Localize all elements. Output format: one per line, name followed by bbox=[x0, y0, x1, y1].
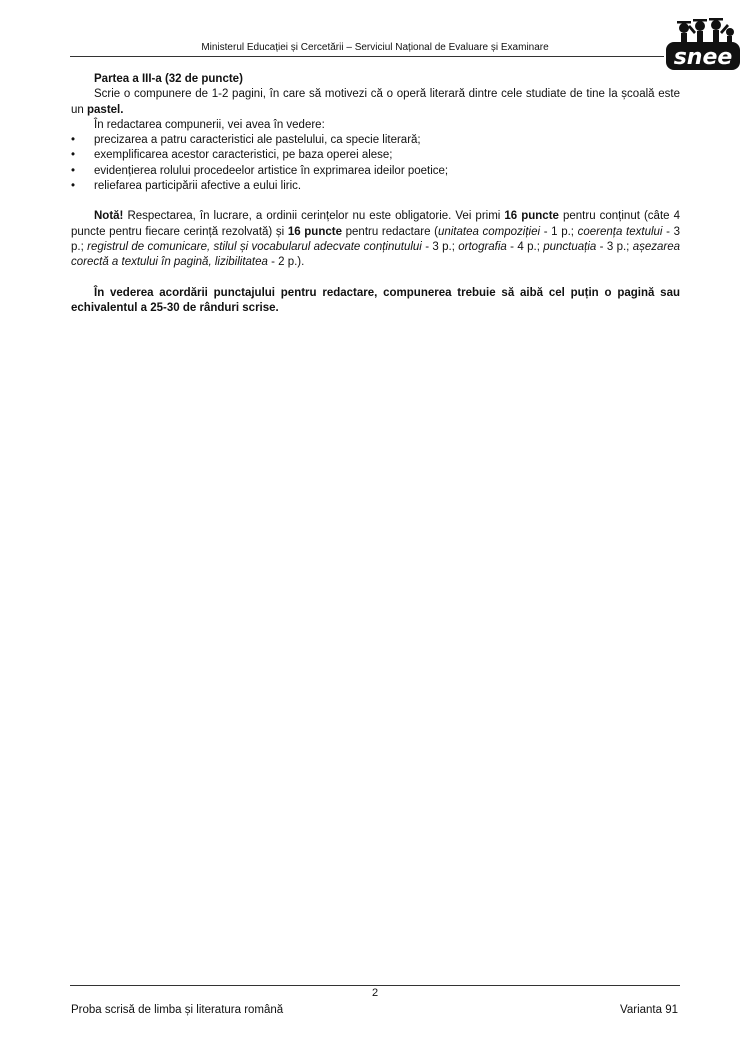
list-item: • exemplificarea acestor caracteristici, pe baza operei alese; bbox=[71, 149, 393, 162]
header-title: Ministerul Educației și Cercetării – Serviciul Național de Evaluare și Examinare bbox=[201, 42, 549, 53]
criteria-list bbox=[71, 133, 680, 194]
requirement-paragraph: În vederea acordării punctajului pentru redactare, compunerea trebuie să aibă cel puțin o pagină sau echivalentul a 25-30 de rânduri scrise. bbox=[71, 286, 680, 314]
list-item: • precizarea a patru caracteristici ale pastelului, ca specie literară; bbox=[71, 134, 421, 147]
footer-exam-title: Proba scrisă de limba și literatura română bbox=[71, 1004, 284, 1016]
snee-logo-graphic bbox=[664, 14, 742, 72]
exam-content bbox=[71, 72, 680, 316]
logo-text: snee bbox=[673, 45, 733, 70]
note-paragraph: Notă! Respectarea, în lucrare, a ordinii cerințelor nu este obligatorie. Vei primi 16 puncte pentru conținut (câte 4 puncte pentru fiecare cerință rezolvată) și 16 puncte pentru redactare (unitatea compoziției - 1 p.; coerența textului - 3 p.; registrul de comunicare, stilul și vocabularul adecvate conținutului - 3 p.; ortografia - 4 p.; punctuația - 3 p.; așezarea corectă a textului în pagină, lizibilitatea - 2 p.). bbox=[71, 210, 681, 269]
footer-variant: Varianta 91 bbox=[620, 1004, 678, 1016]
section-title: Partea a III-a (32 de puncte) bbox=[94, 73, 243, 85]
snee-logo bbox=[664, 14, 742, 72]
page-header bbox=[70, 42, 680, 53]
page-number: 2 bbox=[371, 987, 379, 999]
footer-divider bbox=[70, 985, 680, 986]
task-statement: Scrie o compunere de 1-2 pagini, în care să motivezi că o operă literară dintre cele studiate de tine la școală este un pastel. bbox=[71, 88, 680, 116]
consider-intro: În redactarea compunerii, vei avea în vedere: bbox=[94, 118, 325, 131]
list-item: • reliefarea participării afective a eului liric. bbox=[71, 180, 302, 193]
list-item: • evidențierea rolului procedeelor artistice în exprimarea ideilor poetice; bbox=[71, 164, 449, 177]
header-divider bbox=[70, 56, 664, 57]
